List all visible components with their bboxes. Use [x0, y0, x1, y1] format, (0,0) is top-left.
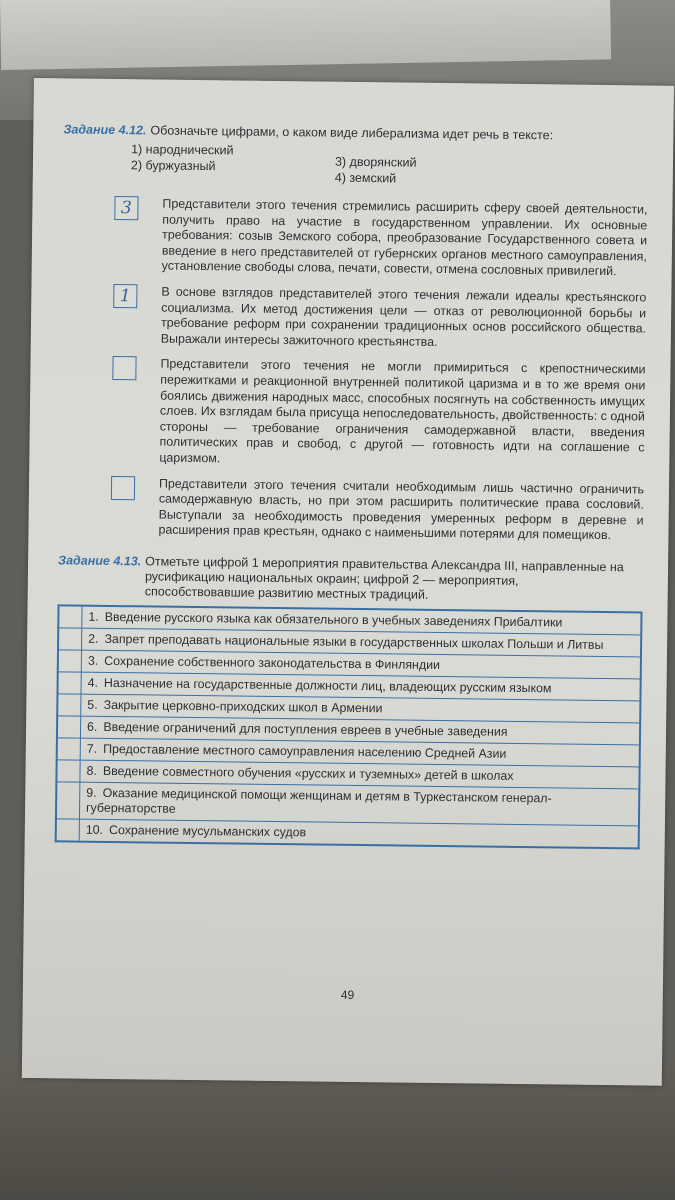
task-412-instruction: Обозначьте цифрами, о каком виде либерализма идет речь в тексте:: [150, 123, 554, 143]
liberalism-item: [61, 283, 647, 353]
item-description: Представители этого течения считали необходимым лишь частично ограничить самодержавную власть, но при этом расширить политические права сословий. Выступали за необходимость проведения умеренных реформ в деревне и расширения прав крестьян, однако с наименьшими потерями для помещиков.: [158, 476, 645, 543]
row-number: 4.: [87, 675, 99, 690]
answer-box[interactable]: [112, 356, 136, 380]
previous-page-edge: [0, 0, 611, 70]
answer-box[interactable]: [111, 475, 135, 499]
row-number: 3.: [87, 653, 99, 668]
option-3: 3) дворянский: [334, 154, 417, 170]
measure-text: Введение ограничений для поступления евреев в учебные заведения: [103, 719, 508, 739]
liberalism-item: [62, 195, 648, 280]
option-1: 1) народнический: [131, 142, 234, 158]
item-description: В основе взглядов представителей этого течения лежали идеалы крестьянского социализма. Их метод достижения цели — отказ от революционной борьбы и требование реформ при сохранении традиционных основ российского общества. Выражали интересы зажиточного крестьянства.: [160, 284, 647, 349]
task-412-label: Задание 4.12.: [63, 122, 147, 138]
answer-cell[interactable]: [57, 694, 81, 716]
liberalism-item: [58, 475, 644, 545]
answer-cell[interactable]: [58, 650, 82, 672]
answer-cell[interactable]: [57, 716, 81, 738]
row-number: 2.: [88, 631, 99, 646]
item-description: Представители этого течения стремились расширить сферу своей деятельности, получить право на участие в государственном управлении. Их основные требования: созыв Земского собора, преобразование Государственного совета и введение в него представителей от губернских органов местного самоуправления, установление свободы слова, печати, совести, отмена сословных привилегий.: [161, 196, 648, 279]
measure-text: Оказание медицинской помощи женщинам и детям в Туркестанском генерал-губернаторстве: [86, 785, 552, 816]
page-number: 49: [340, 987, 355, 1002]
measures-table: [55, 604, 643, 849]
measure-text: Закрытие церковно-приходских школ в Армении: [103, 697, 383, 716]
handwritten-answer: 3: [120, 198, 132, 219]
task-413-heading: [58, 553, 644, 605]
answer-cell[interactable]: [57, 738, 81, 760]
answer-cell[interactable]: [56, 819, 80, 842]
measure-text: Назначение на государственные должности лиц, владеющих русским языком: [103, 675, 552, 696]
measure-text: Запрет преподавать национальные языки в государственных школах Польши и Литвы: [104, 631, 604, 652]
answer-cell[interactable]: [58, 628, 82, 650]
answer-cell[interactable]: [56, 782, 80, 819]
option-4: 4) земский: [334, 170, 397, 186]
workbook-page: [22, 78, 674, 1086]
measure-text: Сохранение собственного законодательства в Финляндии: [104, 653, 441, 672]
measure-text: Сохранение мусульманских судов: [108, 822, 307, 840]
row-number: 7.: [86, 741, 98, 756]
task-413-instruction: Отметьте цифрой 1 мероприятия правительства Александра III, направленные на русификацию национальных окраин; цифрой 2 — мероприятия, способствовавшие развитию местных традиций.: [144, 554, 624, 602]
row-number: 6.: [86, 719, 98, 734]
handwritten-answer: 1: [119, 286, 131, 307]
row-number: 5.: [87, 697, 98, 712]
row-number: 8.: [86, 763, 97, 778]
handwritten-answer: [113, 357, 135, 379]
answer-cell[interactable]: [58, 605, 82, 628]
answer-cell[interactable]: [56, 760, 80, 782]
row-number: 1.: [88, 609, 99, 624]
liberalism-item: [59, 356, 645, 472]
row-number: 9.: [86, 785, 97, 800]
row-number: 10.: [85, 822, 104, 837]
item-description: Представители этого течения не могли примириться с крепостническими пережитками и реакционной внутренней политикой царизма и в то же время они боялись движения народных масс, способных посягнуть на собственность имущих слоев. Их взглядам была присуща непоследовательность, двойственность: с одной стороны — требование ограничения самодержавной власти, введения политических прав и свобод, с другой — готовность идти на соглашение с царизмом.: [159, 356, 646, 466]
page-content: [55, 122, 649, 849]
liberalism-options: [63, 137, 649, 192]
option-2: 2) буржуазный: [130, 158, 216, 174]
answer-cell[interactable]: [57, 672, 81, 694]
measure-text: Введение совместного обучения «русских и туземных» детей в школах: [102, 763, 514, 783]
answer-box[interactable]: [114, 196, 138, 220]
measure-text: Введение русского языка как обязательного в учебных заведениях Прибалтики: [104, 609, 563, 630]
answer-box[interactable]: [113, 284, 137, 308]
task-413-label: Задание 4.13.: [58, 553, 142, 569]
measure-text: Предоставление местного самоуправления населению Средней Азии: [103, 741, 507, 761]
handwritten-answer: [112, 476, 134, 498]
